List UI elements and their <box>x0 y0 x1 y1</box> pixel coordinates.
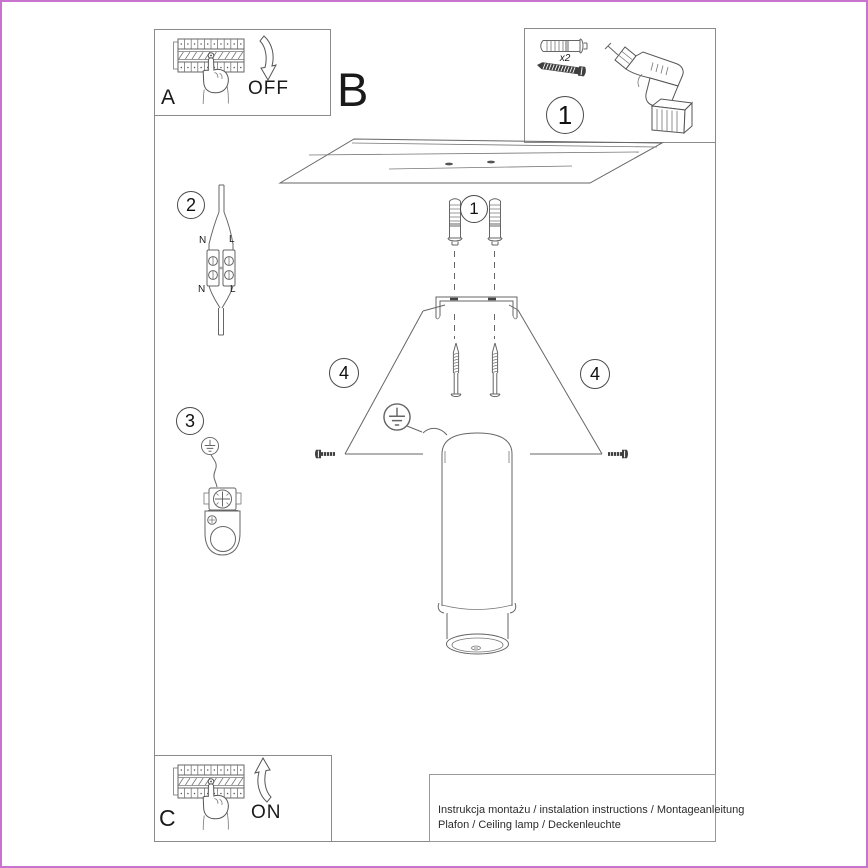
leader-lines <box>345 310 602 454</box>
ceiling-panel <box>280 139 662 183</box>
wire-label-l-bottom: L <box>230 284 236 295</box>
lamp-body <box>423 428 516 654</box>
ground-symbol-icon <box>384 404 422 432</box>
step-3-badge: 3 <box>176 407 204 435</box>
kit-step-badge: 1 <box>546 96 584 134</box>
arrow-up-icon <box>255 758 271 802</box>
step-c-label: C <box>159 805 176 831</box>
ground-connector <box>201 437 241 555</box>
step-a-label: A <box>161 86 176 109</box>
on-label: ON <box>251 802 282 823</box>
step-4-badge-right: 4 <box>580 359 610 389</box>
drill-icon <box>605 43 692 133</box>
screw-icon <box>451 343 500 397</box>
step-4-badge-left: 4 <box>329 358 359 388</box>
off-label: OFF <box>248 78 289 99</box>
footer-line-1: Instrukcja montażu / instalation instructions / Montageanleitung <box>438 804 745 816</box>
footer-line-2: Plafon / Ceiling lamp / Deckenleuchte <box>438 818 621 831</box>
wire-label-n-bottom: N <box>198 284 206 295</box>
alignment-dashes <box>455 251 495 339</box>
arrow-down-icon <box>260 36 276 80</box>
step-1-badge: 1 <box>460 195 488 223</box>
step-b-label: B <box>337 63 369 116</box>
diagram-artwork <box>2 2 868 868</box>
footer-text <box>438 803 744 832</box>
wire-label-l-top: L <box>229 234 235 245</box>
kit-quantity-label: x2 <box>559 53 571 64</box>
wall-plug-icon <box>541 39 587 53</box>
wiring-diagram <box>207 185 235 335</box>
wire-label-n-top: N <box>199 235 207 246</box>
step-2-badge: 2 <box>177 191 205 219</box>
mounting-bracket <box>423 297 518 319</box>
